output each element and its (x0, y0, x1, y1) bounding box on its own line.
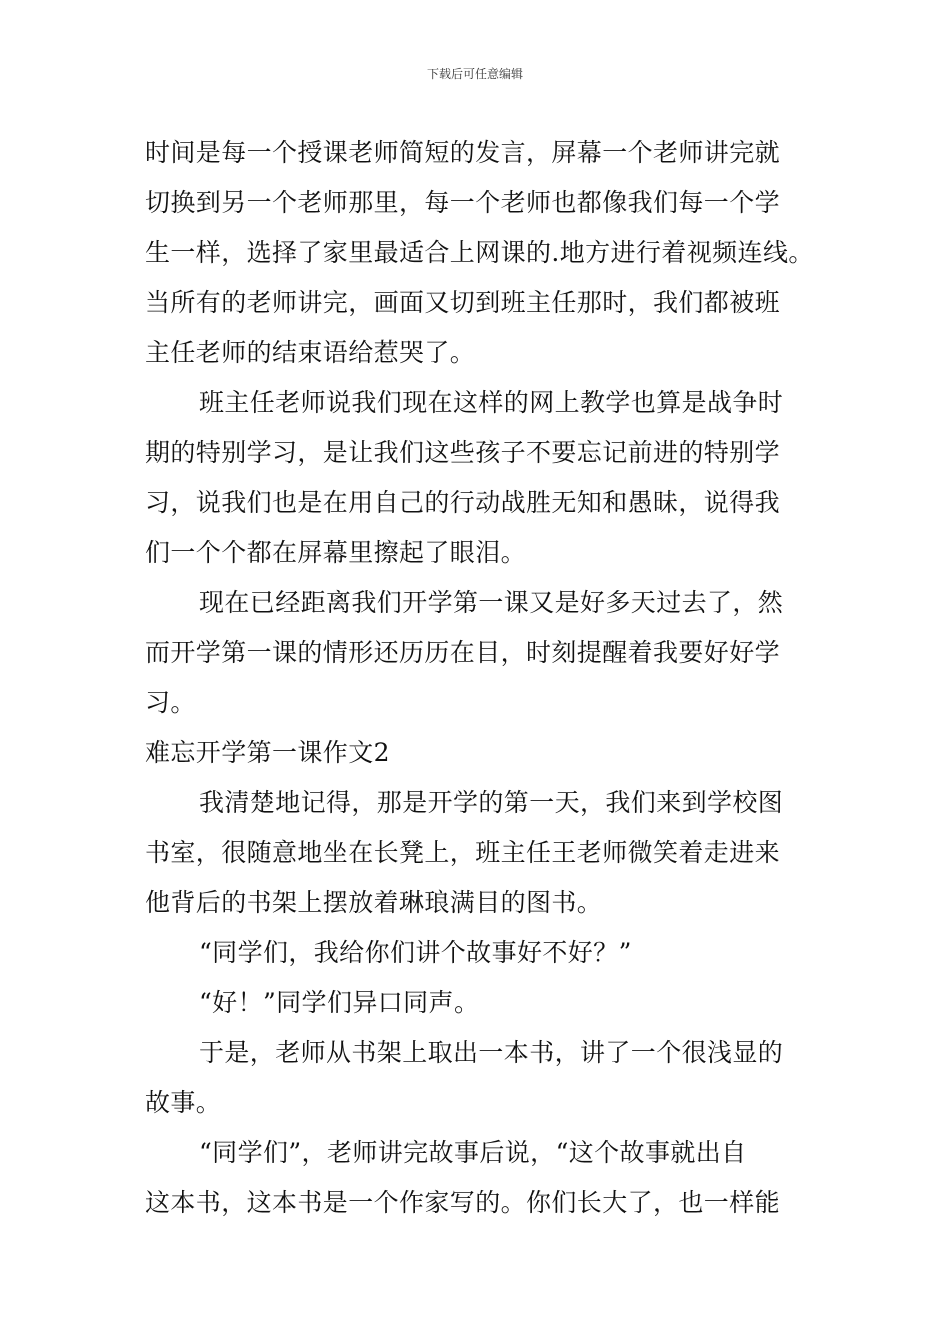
text-line: 期的特别学习，是让我们这些孩子不要忘记前进的特别学 (145, 438, 781, 467)
text-line: 主任老师的结束语给惹哭了。 (145, 338, 476, 367)
text-line: 故事。 (145, 1088, 222, 1117)
text-line: “同学们”，老师讲完故事后说，“这个故事就出自 (199, 1138, 747, 1167)
text-line: 时间是每一个授课老师简短的发言，屏幕一个老师讲完就 (145, 138, 781, 167)
text-line: 班主任老师说我们现在这样的网上教学也算是战争时 (199, 388, 784, 417)
text-line: 们一个个都在屏幕里擦起了眼泪。 (145, 538, 527, 567)
page-header: 下载后可任意编辑 (426, 67, 523, 81)
section-heading: 难忘开学第一课作文2 (145, 738, 390, 767)
text-line: 而开学第一课的情形还历历在目，时刻提醒着我要好好学 (145, 638, 781, 667)
text-line: 现在已经距离我们开学第一课又是好多天过去了，然 (199, 588, 784, 617)
text-line: 于是，老师从书架上取出一本书，讲了一个很浅显的 (199, 1038, 784, 1067)
text-line: 他背后的书架上摆放着琳琅满目的图书。 (145, 888, 603, 917)
text-line: 这本书，这本书是一个作家写的。你们长大了，也一样能 (145, 1188, 781, 1217)
text-line: 我清楚地记得，那是开学的第一天，我们来到学校图 (199, 788, 784, 817)
text-line: “好！”同学们异口同声。 (199, 988, 480, 1017)
text-line: 生一样，选择了家里最适合上网课的.地方进行着视频连线。 (145, 238, 814, 267)
text-line: “同学们，我给你们讲个故事好不好？” (199, 938, 632, 967)
text-line: 书室，很随意地坐在长凳上，班主任王老师微笑着走进来 (145, 838, 781, 867)
document-body (145, 128, 815, 1228)
text-line: 习，说我们也是在用自己的行动战胜无知和愚昧，说得我 (145, 488, 781, 517)
text-line: 习。 (145, 688, 196, 717)
text-line: 切换到另一个老师那里，每一个老师也都像我们每一个学 (145, 188, 781, 217)
text-line: 当所有的老师讲完，画面又切到班主任那时，我们都被班 (145, 288, 781, 317)
